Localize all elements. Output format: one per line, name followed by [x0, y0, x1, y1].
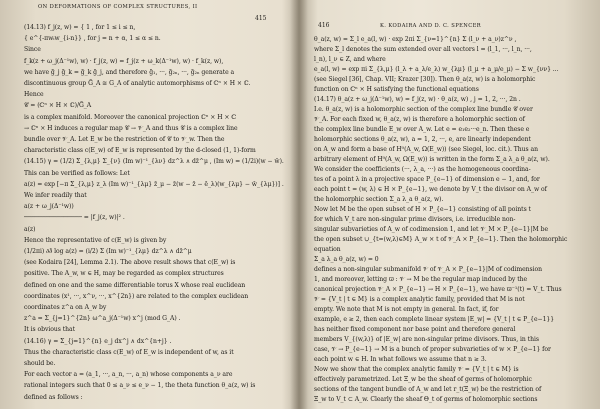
text-line: the complex line bundle E_w over A_w. Let e = e₁e₂···e_n. Then these e [314, 126, 530, 133]
text-line: 1, and moreover, letting ϖ : 𝒱 → M be the regular map induced by the [314, 276, 528, 283]
text-line: defined as follows : [24, 393, 83, 401]
text-line: → ℂⁿ × H induces a regular map 𝒞 → 𝒱_A and thus 𝒞 is a complex line [24, 124, 238, 132]
text-line: we have g̃_j g̃_k = g̃_k g̃_j, and therefore g̃₁, ···, g̃₂ₙ, ···, g̃₂ₙ generate a [24, 68, 235, 76]
right-running-head: K. KODAIRA AND D. C. SPENCER [380, 23, 482, 29]
text-line: Ξ_w to V_t ⊂ A_w. Clearly the sheaf Θ_t of germs of holomorphic sections [314, 396, 538, 403]
text-line: (14.17) θ_a(z + ω_j(Δ⁻¹w), w) = f_j(z, w) · θ_a(z, w) , j = 1, 2, ···, 2n . [314, 96, 521, 103]
text-line: holomorphic sections θ_a(z, w), a = 1, 2, ···, e, are linearly independent [314, 136, 531, 143]
left-page-number: 415 [255, 15, 267, 22]
text-line: discontinuous group G̃_A ≅ G_A of analytic automorphisms of ℂⁿ × H × ℂ. [24, 80, 251, 87]
book-gutter [290, 0, 308, 409]
text-line: coordinates (x¹, ···, x^ν, ···, x^{2n}) are related to the complex euclidean [24, 292, 249, 300]
text-line: each point t = (w, λ) ∈ H × P_{e−1}, we denote by V_t the divisor on A_w of [314, 186, 547, 193]
text-line: coordinates z^a on A_w by [24, 304, 107, 311]
text-line: z^a = Σ_{j=1}^{2n} ω^a_j(Δ⁻¹w) x^j (mod G_A) . [24, 315, 181, 323]
text-line: (see Kodaira [24], Lemma 2.1). The above result shows that c(E_w) is [24, 259, 236, 267]
text-line: 𝒱_A. For each fixed w, θ_a(z, w) is therefore a holomorphic section of [314, 116, 525, 123]
text-line: 𝒞 = (ℂⁿ × H × ℂ)/G̃_A [24, 102, 92, 110]
text-line: Now we show that the complex analytic family 𝒱 = {V_t | t ∈ M} is [314, 366, 519, 373]
text-line: the holomorphic section Σ_a λ_a θ_a(z, w). [314, 196, 444, 203]
text-line: for which V_t are non-singular prime divisors, i.e. irreducible non- [314, 216, 516, 223]
text-line: function on ℂⁿ × H satisfying the functional equations [314, 86, 479, 93]
text-line: defines a non-singular submanifold 𝒱 of 𝒱_A × P_{e−1}|M of codimension [314, 266, 543, 273]
text-line: ──────────────── = |f_j(z, w)|² . [24, 214, 125, 222]
text-line: It is obvious that [24, 326, 75, 334]
text-line: case, 𝒱 → P_{e−1} → M is a bunch of proper subvarieties of w × P_{e−1} for [314, 346, 551, 353]
text-line: I.e. θ_a(z, w) is a holomorphic section of the complex line bundle 𝒞 over [314, 106, 533, 113]
text-line: should be. [24, 360, 56, 367]
text-line: empty. We note that M is not empty in general. In fact, if, for [314, 306, 499, 313]
text-line: each point w ∈ H. In what follows we assume that n ≥ 3. [314, 356, 487, 363]
text-line: Hence [24, 91, 44, 99]
text-line: (14.15) γ = (1/2) Σ_{λ,μ} Σ_{ν} (Im w)⁻¹_{λν} dz^λ ∧ dz̄^μ , (Im w) = (1/2i)(w − w̄). [24, 158, 284, 166]
text-line: bundle over 𝒱_A. Let E_w be the restriction of 𝒞 to 𝒱_w. Then the [24, 136, 225, 143]
text-line: l_n), l_ν ∈ Z, and where [314, 56, 386, 63]
right-page-number: 416 [318, 22, 330, 29]
text-line: For each vector a = (a_1, ···, a_n, ···, a_n) whose components a_ν are [24, 371, 233, 379]
text-line: tes of a point λ in a projective space P_{e−1} of dimension e − 1, and, for [314, 176, 540, 183]
text-line: Σ_a λ_a θ_a(z, w) = 0 [314, 256, 379, 263]
text-line: 𝒱 = {V_t | t ∈ M} is a complex analytic family, provided that M is not [314, 296, 525, 303]
text-line: (14.16) γ = Σ_{j=1}^{n} e_j dx^j ∧ dx^{n+j} . [24, 337, 172, 345]
text-line: positive. The A_w, w ∈ H, may be regarded as complex structures [24, 270, 224, 278]
text-line: Thus the characteristic class c(E_w) of E_w is independent of w, as it [24, 348, 234, 356]
text-line: { e^{-πwᵢw_{i-n}} , for j = n + α, 1 ≤ α ≤ n. [24, 35, 161, 43]
text-line: example, e ≥ 2, then each complete linear system |E_w| = {V_t | t ∈ P_{e−1}} [314, 316, 555, 323]
text-line: has neither fixed component nor base point and therefore general [314, 326, 516, 333]
text-line: e_a(l, w) = exp πi Σ_{λ,μ} (l_λ + a_λ/e_λ) w_{λμ} (l_μ + a_μ/e_μ) − Σ w_{νν} ... [314, 66, 559, 73]
text-line: singular subvarieties of A_w of codimension 1, and let 𝒱_M × P_{e−1}|M be [314, 226, 549, 233]
left-running-head: ON DEFORMATIONS OF COMPLEX STRUCTURES, II [38, 4, 198, 10]
text-line: We consider the coefficients (···, λ_a, ···) as the homogeneous coordina- [314, 166, 531, 173]
text-line: f_k(z + ω_j(Δ⁻¹w), w) · f_j(z, w) = f_j(z + ω_k(Δ⁻¹w), w) · f_k(z, w), [24, 57, 224, 65]
text-line: members V_{(w,λ)} of |E_w| are non-singular prime divisors. Thus, in this [314, 336, 539, 343]
text-line: Now let M be the open subset of H × P_{e−1} consisting of all points t [314, 206, 531, 213]
text-line: This can be verified as follows: Let [24, 169, 130, 177]
text-line: a(z) = exp [−π Σ_{λ,μ} z_λ (Im w)⁻¹_{λμ} z̄_μ − z̄(w − z̄ − ē_λ)(w_{λμ} − w̄_{λμ})] . [24, 180, 284, 188]
text-line: rational integers such that 0 ≤ a_ν ≤ e_ν − 1, the theta function θ_a(z, w) is [24, 382, 256, 390]
text-line: effectively parametrized. Let Ξ_w be the sheaf of germs of holomorphic [314, 376, 532, 383]
text-line: θ_a(z, w) = Σ_l e_a(l, w) · exp 2πi Σ_{ν=1}^{n} Σ (l_ν + a_ν)z^ν , [314, 36, 517, 43]
text-line: We infer readily that [24, 192, 87, 199]
left-page [24, 0, 286, 409]
text-line: a(z) [24, 225, 36, 233]
right-page [314, 0, 578, 409]
text-line: Since [24, 46, 41, 54]
text-line: where Σ_l denotes the sum extended over all vectors l = (l_1, ···, l_n, ···, [314, 46, 532, 53]
text-line: arbitrary element of H⁰(A_w, Ω(E_w)) is written in the form Σ_a λ_a θ_a(z, w). [314, 156, 550, 163]
text-line: (see Siegel [36], Chap. VII; Krazer [30]). Then θ_a(z, w) is a holomorphic [314, 76, 536, 83]
text-line: (1/2πi) ∂∂̄ log a(z) = (i/2) Σ (Im w)⁻¹_{λμ} dz^λ ∧ dz̄^μ [24, 248, 192, 255]
text-line: the open subset ∪_{t=(w,λ)∈M} A_w × t of 𝒱_A × P_{e−1}. Then the holomorphic [314, 236, 568, 243]
text-line: canonical projection 𝒱_A × P_{e−1} → H × P_{e−1}, we have ϖ⁻¹(t) = V_t. Thus [314, 286, 562, 293]
text-line: is a complex manifold. Moreover the canonical projection ℂⁿ × H × ℂ [24, 113, 237, 121]
text-line: sections of the tangent bundle of A_w and let r_t(Ξ_w) be the restriction of [314, 386, 542, 393]
text-line: Hence the representative of c(E_w) is given by [24, 236, 167, 244]
text-line: a(z + ω_j(Δ⁻¹w)) [24, 203, 74, 211]
text-line: equation [314, 246, 341, 253]
text-line: (14.13) f_j(z, w) = { 1 , for 1 ≤ i ≤ n, [24, 24, 136, 31]
text-line: on A_w and form a base of H⁰(A_w, Ω(E_w)) (see Siegel, loc. cit.). Thus an [314, 146, 538, 153]
text-line: defined on one and the same differentiable torus X whose real euclidean [24, 281, 246, 289]
text-line: characteristic class c(E_w) of E_w is represented by the d-closed (1, 1)-form [24, 147, 256, 155]
